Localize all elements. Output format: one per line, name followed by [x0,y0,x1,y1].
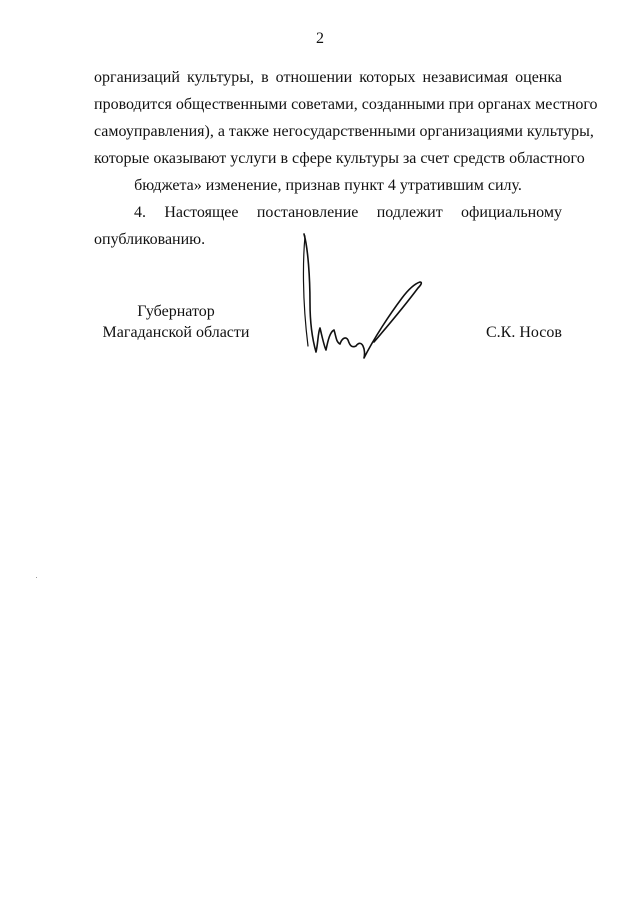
paragraph-line: бюджета» изменение, признав пункт 4 утратившим силу. [134,177,522,194]
paragraph-line: проводится общественными советами, созданными при органах местного [94,96,598,113]
page-number: 2 [316,30,324,47]
scan-speck [36,577,37,578]
body-text [94,64,598,253]
signatory-position [96,301,256,343]
paragraph-line: самоуправления), а также негосударственными организациями культуры, [94,123,594,140]
item-4-line-end: опубликованию. [94,231,206,248]
signatory-position-line: Губернатор [137,303,215,320]
signatory-name: С.К. Носов [486,324,562,341]
handwritten-signature [290,228,440,368]
paragraph-line: которые оказывают услуги в сфере культуры за счет средств областного [94,150,585,167]
item-4-line: 4. Настоящее постановление подлежит официальному [134,204,562,221]
signatory-position-line: Магаданской области [102,324,250,341]
paragraph-line: организаций культуры, в отношении которых независимая оценка [94,69,562,86]
